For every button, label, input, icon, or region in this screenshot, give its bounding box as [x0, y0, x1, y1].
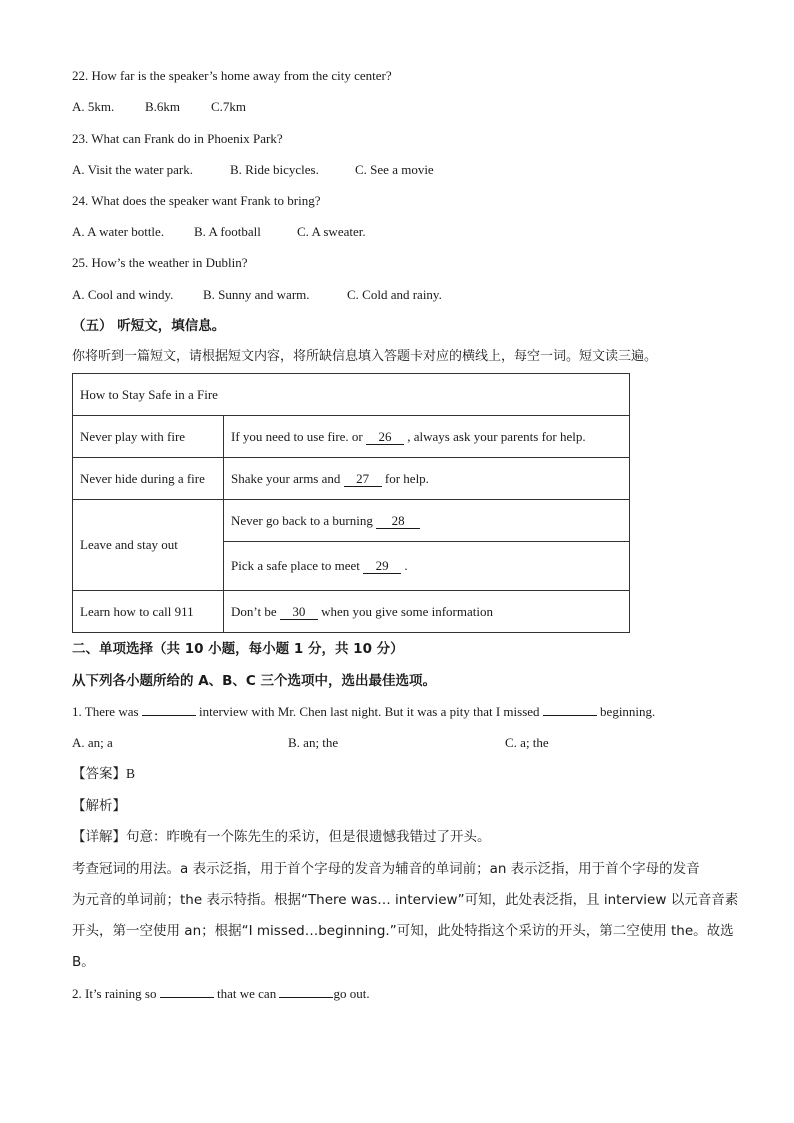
option-b: B. Ride bicycles.: [230, 162, 319, 177]
detail-line: [72, 828, 491, 846]
explanation-line: B。: [72, 954, 95, 970]
option-c: C. A sweater.: [297, 224, 366, 239]
option-a: A. A water bottle.: [72, 224, 165, 239]
detail-label: 【详解】: [72, 829, 126, 845]
table-row: [73, 591, 630, 633]
analysis-label: 【解析】: [72, 798, 126, 814]
option-c: C. See a movie: [355, 162, 434, 177]
answer-label: 【答案】: [72, 766, 126, 782]
option-b: B.6km: [145, 99, 181, 114]
options-22: [72, 98, 246, 116]
table-title-row: [73, 374, 630, 416]
row-content: Pick a safe place to meet 29 .: [224, 542, 630, 591]
options-q1: [72, 734, 549, 752]
answer-line: [72, 765, 135, 783]
blank-26[interactable]: 26: [366, 430, 404, 445]
table-row: [73, 416, 630, 458]
part2-heading: 二、单项选择（共 10 小题，每小题 1 分，共 10 分）: [72, 641, 404, 657]
row-label: Learn how to call 911: [73, 591, 224, 633]
option-a: A. Cool and windy.: [72, 287, 174, 302]
table-row: [73, 458, 630, 500]
option-c: C. Cold and rainy.: [347, 287, 442, 302]
row-content: Don’t be 30 when you give some information: [224, 591, 630, 633]
row-label: Never hide during a fire: [73, 458, 224, 500]
table-row: [73, 500, 630, 542]
explanation-line: 为元音的单词前；the 表示特指。根据“There was… interview”可知，此处表泛指，且 interview 以元音音素: [72, 892, 739, 908]
row-label: Leave and stay out: [73, 500, 224, 591]
option-a: A. an; a: [72, 735, 113, 750]
section5-heading: （五） 听短文，填信息。: [72, 318, 226, 334]
section5-instruction: 你将听到一篇短文，请根据短文内容，将所缺信息填入答题卡对应的横线上，每空一词。短文读三遍。: [72, 349, 658, 364]
blank-q2-2[interactable]: [279, 997, 333, 998]
question-24: 24. What does the speaker want Frank to bring?: [72, 193, 321, 208]
option-b: B. Sunny and warm.: [203, 287, 310, 302]
options-25: [72, 286, 442, 304]
question-1: 1. There was interview with Mr. Chen last night. But it was a pity that I missed beginning.: [72, 704, 656, 719]
part2-instruction: 从下列各小题所给的 A、B、C 三个选项中，选出最佳选项。: [72, 673, 437, 689]
blank-q1-2[interactable]: [543, 715, 597, 716]
options-23: [72, 161, 434, 179]
row-label: Never play with fire: [73, 416, 224, 458]
question-2: 2. It’s raining so that we can go out.: [72, 986, 370, 1001]
option-a: A. Visit the water park.: [72, 162, 194, 177]
blank-27[interactable]: 27: [344, 472, 382, 487]
question-23: 23. What can Frank do in Phoenix Park?: [72, 131, 283, 146]
question-25: 25. How’s the weather in Dublin?: [72, 255, 248, 270]
question-22: 22. How far is the speaker’s home away from the city center?: [72, 68, 392, 83]
blank-29[interactable]: 29: [363, 559, 401, 574]
answer-value: B: [126, 766, 136, 781]
row-content: Never go back to a burning 28: [224, 500, 630, 542]
option-c: C. a; the: [505, 735, 549, 750]
option-b: B. A football: [194, 224, 261, 239]
blank-30[interactable]: 30: [280, 605, 318, 620]
table-title: How to Stay Safe in a Fire: [73, 374, 630, 416]
row-content: If you need to use fire. or 26 , always ask your parents for help.: [224, 416, 630, 458]
explanation-line: 开头，第一空使用 an；根据“I missed…beginning.”可知，此处特指这个采访的开头，第二空使用 the。故选: [72, 923, 734, 939]
option-c: C.7km: [211, 99, 247, 114]
option-b: B. an; the: [288, 735, 339, 750]
option-a: A. 5km.: [72, 99, 115, 114]
options-24: [72, 223, 366, 241]
explanation-line: 考查冠词的用法。a 表示泛指，用于首个字母的发音为辅音的单词前；an 表示泛指，用于首个字母的发音: [72, 861, 700, 877]
blank-q1-1[interactable]: [142, 715, 196, 716]
row-content: Shake your arms and 27 for help.: [224, 458, 630, 500]
blank-q2-1[interactable]: [160, 997, 214, 998]
fire-safety-table: [72, 373, 630, 633]
detail-text: 句意：昨晚有一个陈先生的采访，但是很遗憾我错过了开头。: [126, 829, 491, 845]
blank-28[interactable]: 28: [376, 514, 420, 529]
